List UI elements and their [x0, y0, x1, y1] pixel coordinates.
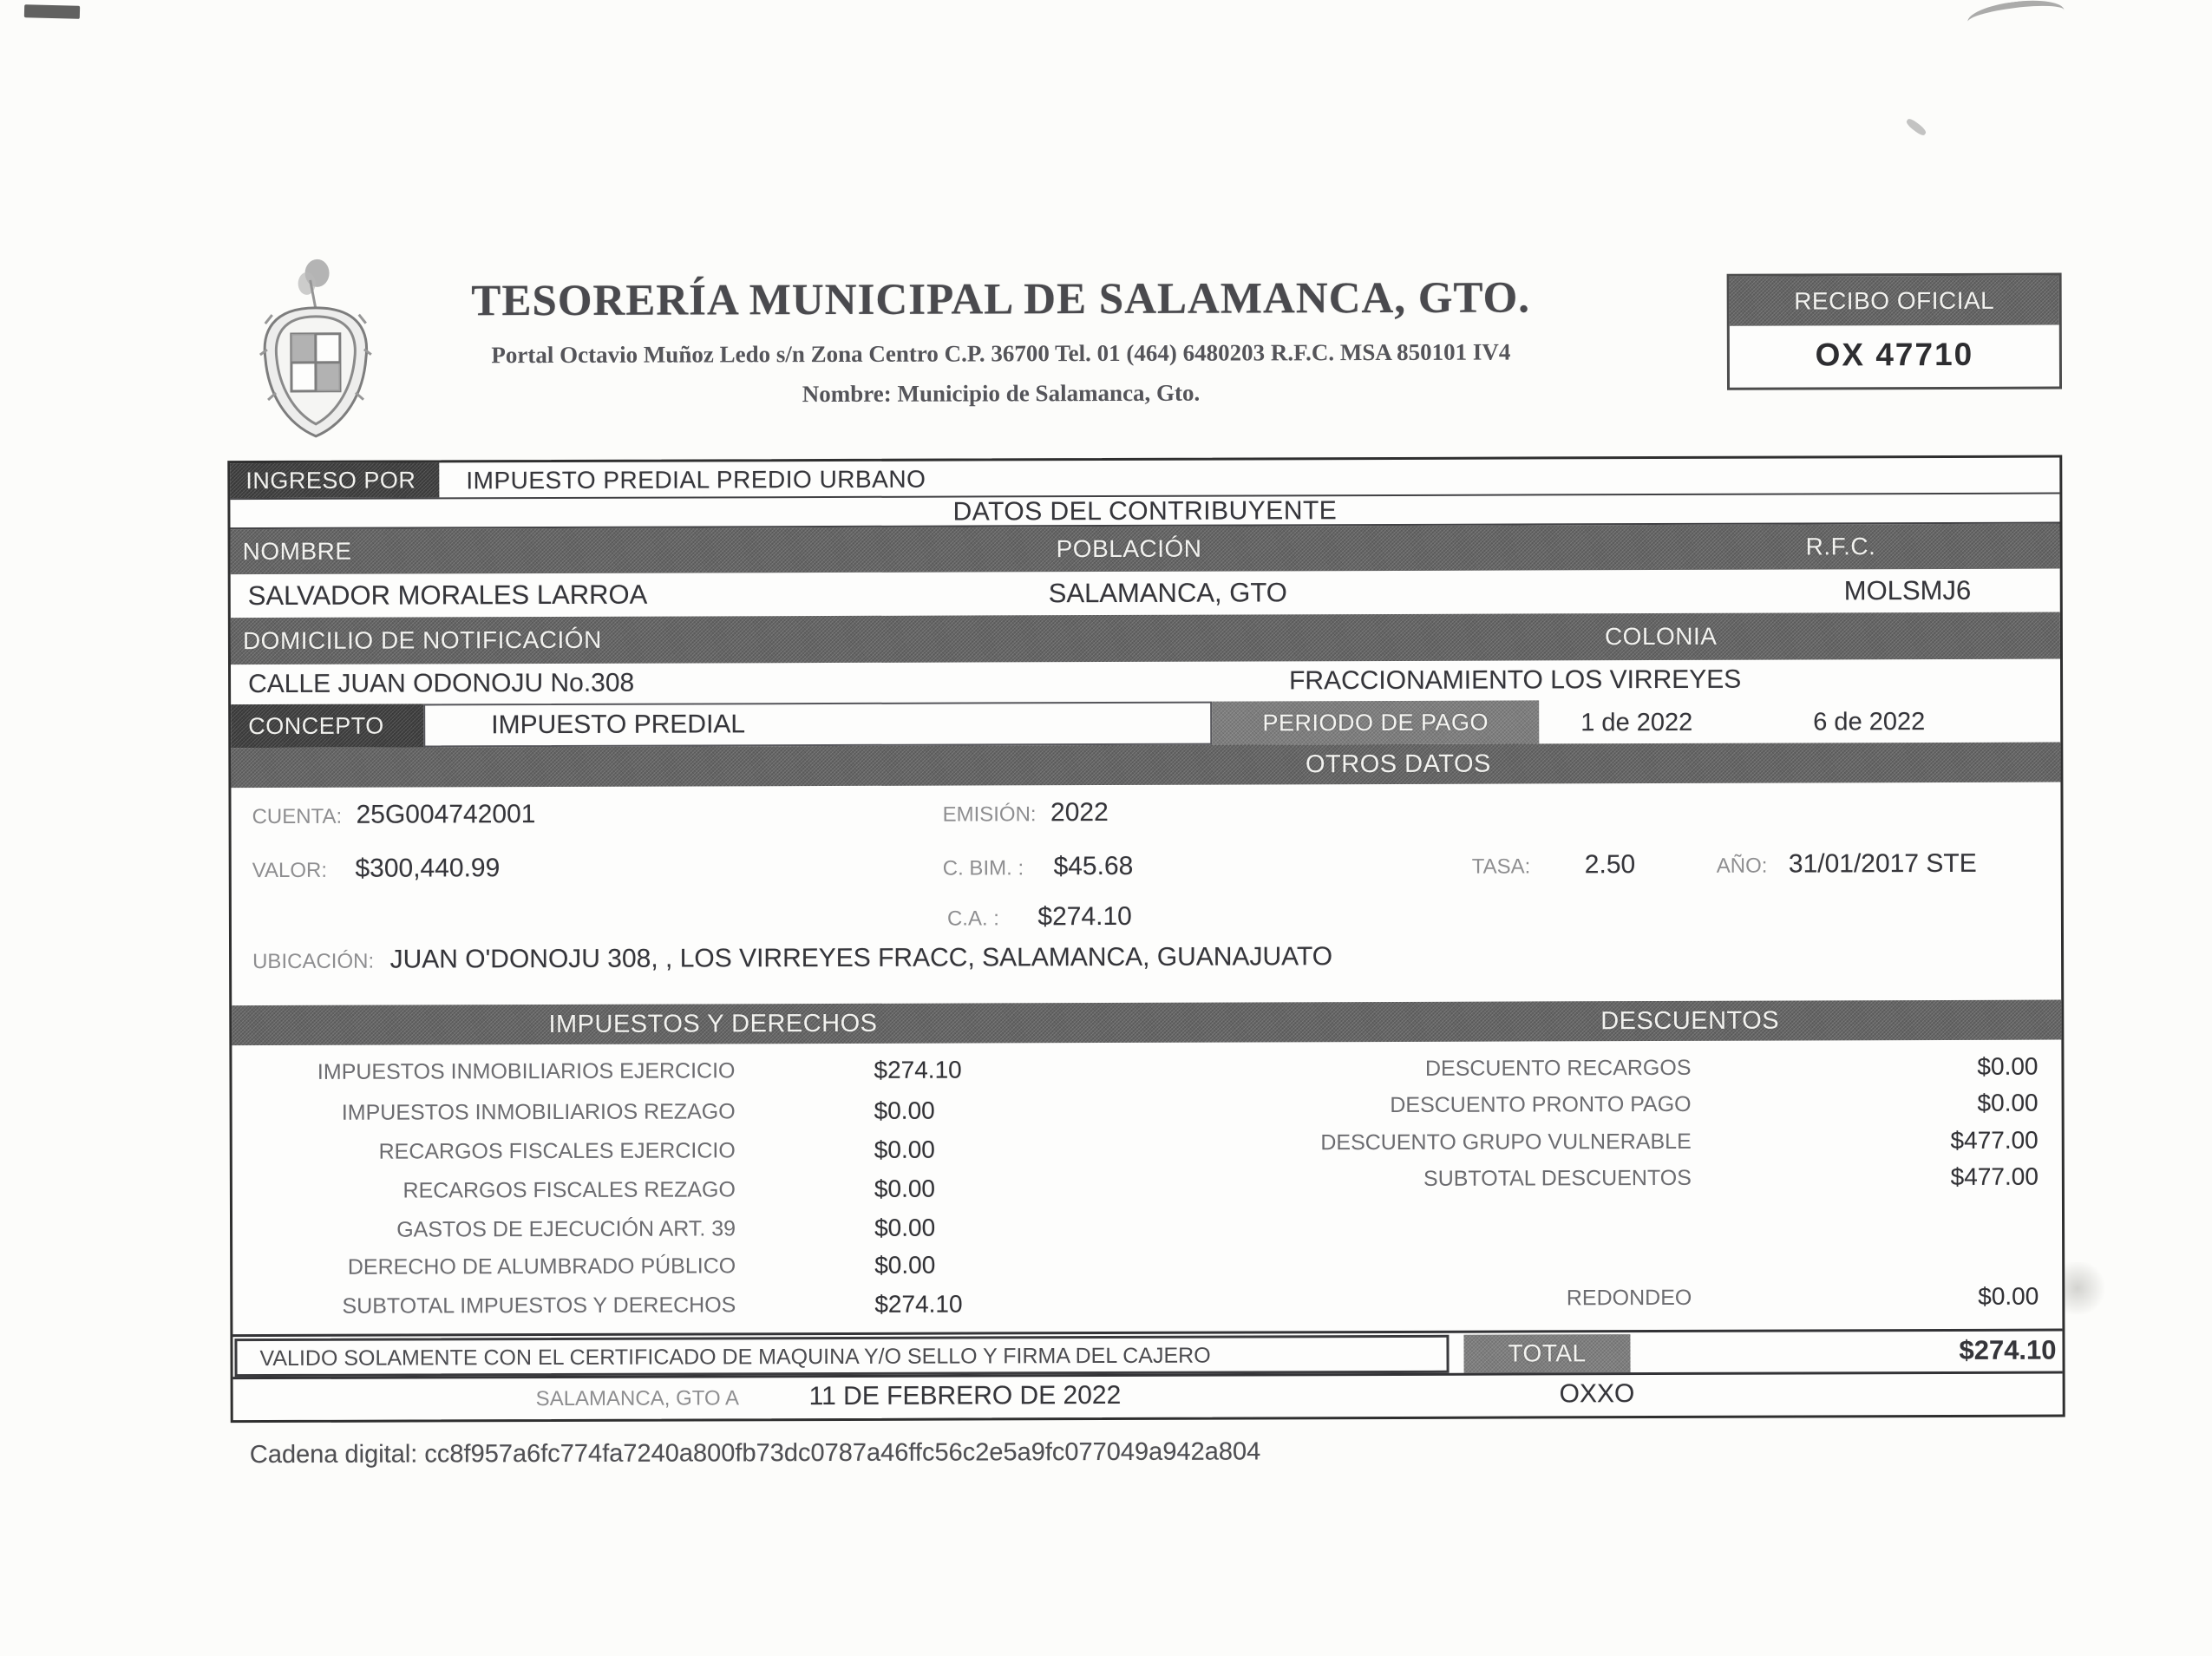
charge-value: $477.00 [1950, 1162, 2039, 1190]
cuenta-group [252, 800, 535, 830]
cbim-label: C. BIM. : [942, 856, 1024, 880]
valor-value: $300,440.99 [355, 854, 501, 883]
rfc-label: R.F.C. [1805, 533, 1876, 560]
cuenta-label: CUENTA: [252, 804, 343, 829]
tasa-label: TASA: [1471, 854, 1531, 879]
otros-datos-title: OTROS DATOS [1305, 749, 1491, 779]
ingreso-por-value: IMPUESTO PREDIAL PREDIO URBANO [466, 465, 926, 494]
rfc-value: MOLSMJ6 [1843, 574, 1972, 606]
cadena-digital-text: Cadena digital: cc8f957a6fc774fa7240a800fb73dc0787a46ffc56c2e5a9fc077049a942a804 [249, 1437, 1261, 1469]
cbim-group [943, 852, 1134, 882]
valido-note-box [234, 1335, 1449, 1377]
cuenta-value: 25G004742001 [356, 800, 536, 829]
concepto-label: CONCEPTO [231, 704, 441, 748]
charge-label: IMPUESTOS INMOBILIARIOS REZAGO [341, 1099, 736, 1125]
ubicacion-group [252, 942, 1332, 975]
emision-value: 2022 [1050, 797, 1109, 828]
charge-value: $0.00 [1977, 1052, 2039, 1080]
emision-group [942, 798, 1108, 828]
anio-label: AÑO: [1716, 854, 1768, 878]
receipt-number: OX 47710 [1815, 336, 1974, 373]
concepto-field [423, 702, 1212, 748]
valor-group [252, 854, 501, 884]
periodo-desde: 1 de 2022 [1580, 708, 1693, 737]
municipal-crest-icon [255, 254, 377, 441]
charge-value: $274.10 [874, 1290, 963, 1318]
charge-label: SUBTOTAL IMPUESTOS Y DERECHOS [342, 1293, 736, 1319]
header-address: Portal Octavio Muñoz Ledo s/n Zona Centro C.P. 36700 Tel. 01 (464) 6480203 R.F.C. MSA 850101 IV4 [491, 338, 1511, 369]
charge-value: $0.00 [874, 1136, 935, 1163]
tasa-group [1472, 850, 1636, 880]
receipt-label: RECIBO OFICIAL [1730, 276, 2059, 326]
colonia-value: FRACCIONAMIENTO LOS VIRREYES [1289, 664, 1742, 696]
charge-value: $0.00 [1977, 1089, 2039, 1116]
charge-label: REDONDEO [1566, 1285, 1692, 1311]
charge-label: DESCUENTO GRUPO VULNERABLE [1320, 1129, 1692, 1155]
header-name-line: Nombre: Municipio de Salamanca, Gto. [802, 379, 1201, 408]
nombre-label: NOMBRE [242, 537, 352, 566]
emision-label: EMISIÓN: [942, 802, 1037, 827]
anio-value: 31/01/2017 STE [1788, 848, 1977, 879]
date-text: 11 DE FEBRERO DE 2022 [808, 1380, 1122, 1411]
cbim-value: $45.68 [1053, 851, 1134, 881]
valido-note-text: VALIDO SOLAMENTE CON EL CERTIFICADO DE MAQUINA Y/O SELLO Y FIRMA DEL CAJERO [259, 1343, 1211, 1371]
charge-label: SUBTOTAL DESCUENTOS [1423, 1165, 1692, 1191]
date-row [233, 1371, 2063, 1418]
charge-label: RECARGOS FISCALES REZAGO [402, 1177, 736, 1203]
ingreso-por-label: INGRESO POR [230, 462, 439, 498]
ca-group [947, 902, 1132, 933]
ubicacion-label: UBICACIÓN: [252, 949, 375, 974]
domicilio-value: CALLE JUAN ODONOJU No.308 [248, 668, 635, 699]
official-receipt-box [1727, 273, 2062, 390]
charge-value: $0.00 [874, 1214, 936, 1241]
ca-value: $274.10 [1037, 901, 1132, 932]
descuentos-title: DESCUENTOS [1600, 1006, 1780, 1036]
page-title: TESORERÍA MUNICIPAL DE SALAMANCA, GTO. [471, 273, 1531, 326]
poblacion-value: SALAMANCA, GTO [1048, 577, 1287, 609]
charge-value: $0.00 [874, 1096, 935, 1124]
total-label-box: TOTAL [1463, 1334, 1630, 1373]
periodo-pago-label: PERIODO DE PAGO [1212, 700, 1539, 744]
charge-label: IMPUESTOS INMOBILIARIOS EJERCICIO [317, 1058, 736, 1084]
charge-label: DESCUENTO RECARGOS [1424, 1055, 1692, 1081]
charge-value: $274.10 [874, 1056, 962, 1083]
charge-value: $477.00 [1950, 1126, 2039, 1154]
concepto-value: IMPUESTO PREDIAL [491, 710, 746, 740]
charge-label: GASTOS DE EJECUCIÓN ART. 39 [396, 1216, 736, 1242]
total-value: $274.10 [1959, 1334, 2057, 1365]
receipt-body-frame [227, 455, 2065, 1424]
section-title-contribuyente: DATOS DEL CONTRIBUYENTE [952, 496, 1338, 527]
poblacion-label: POBLACIÓN [1056, 534, 1202, 563]
impuestos-derechos-title: IMPUESTOS Y DERECHOS [548, 1009, 878, 1039]
domicilio-label: DOMICILIO DE NOTIFICACIÓN [242, 625, 602, 655]
cashier-text: OXXO [1559, 1379, 1635, 1409]
ubicacion-value: JUAN O'DONOJU 308, , LOS VIRREYES FRACC, SALAMANCA, GUANAJUATO [389, 942, 1333, 974]
charge-value: $0.00 [1978, 1282, 2039, 1310]
charge-label: DERECHO DE ALUMBRADO PÚBLICO [347, 1253, 736, 1280]
contribuyente-values-row [231, 569, 2060, 619]
otros-datos-band [231, 743, 2060, 789]
charge-label: DESCUENTO PRONTO PAGO [1390, 1091, 1692, 1117]
charge-value: $0.00 [874, 1175, 936, 1202]
charge-value: $0.00 [874, 1251, 936, 1279]
charges-header-band [232, 1000, 2061, 1046]
nombre-value: SALVADOR MORALES LARROA [247, 579, 648, 612]
contribuyente-header-band [231, 524, 2060, 575]
anio-group [1717, 849, 1977, 880]
colonia-label: COLONIA [1604, 622, 1718, 651]
place-text: SALAMANCA, GTO A [535, 1386, 740, 1411]
valor-label: VALOR: [252, 858, 328, 883]
domicilio-header-band [231, 612, 2060, 665]
charge-label: RECARGOS FISCALES EJERCICIO [378, 1138, 736, 1164]
domicilio-values-row [231, 659, 2060, 705]
tasa-value: 2.50 [1584, 850, 1636, 880]
ca-label: C.A. : [946, 907, 999, 931]
periodo-hasta: 6 de 2022 [1813, 708, 1926, 736]
